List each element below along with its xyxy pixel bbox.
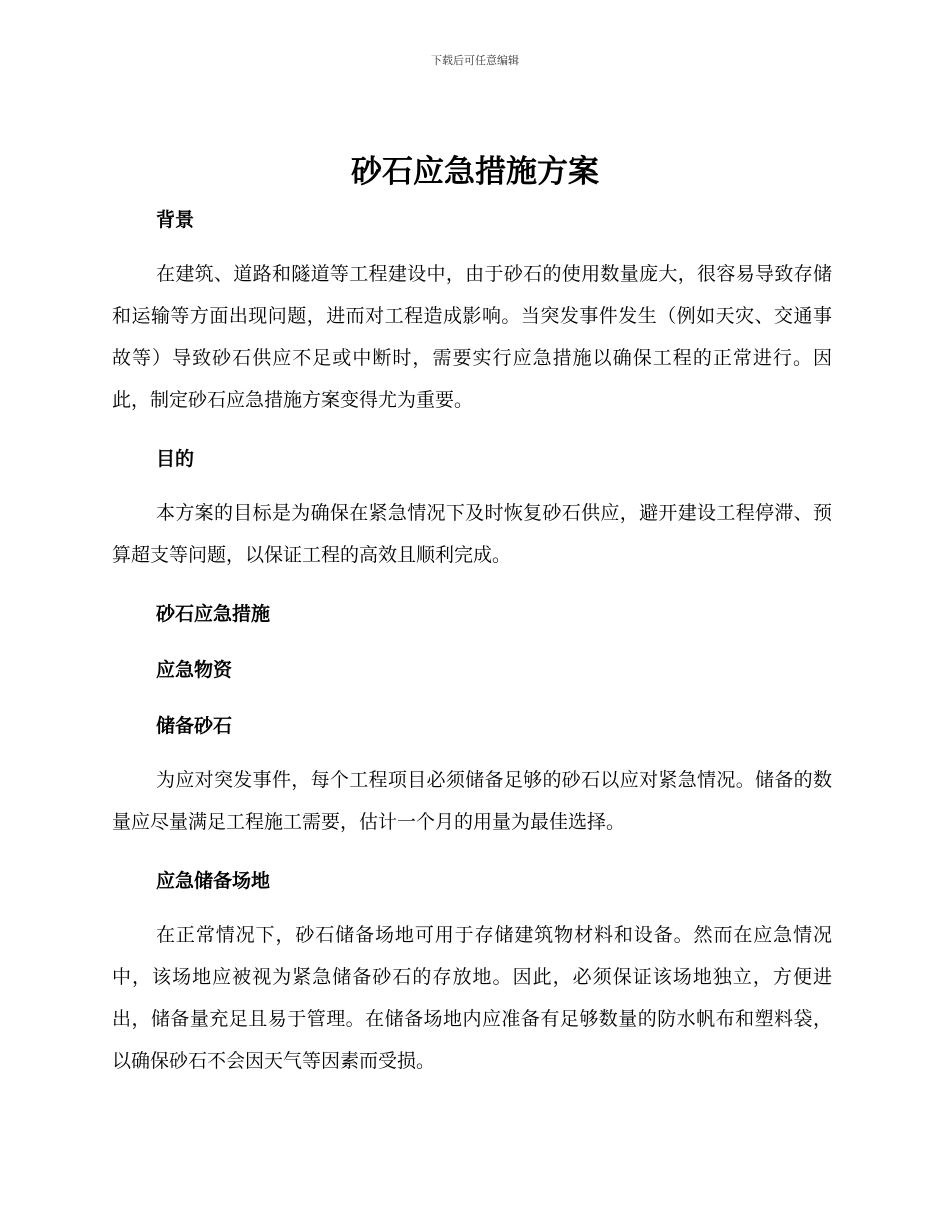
page-header-note: 下载后可任意编辑 xyxy=(431,54,519,67)
heading-emergency-storage-site: 应急储备场地 xyxy=(156,870,271,892)
heading-emergency-measures: 砂石应急措施 xyxy=(156,603,271,625)
heading-stockpile-gravel: 储备砂石 xyxy=(156,715,233,737)
paragraph-stockpile-gravel: 为应对突发事件，每个工程项目必须储备足够的砂石以应对紧急情况。储备的数量应尽量满足工程施工需要，估计一个月的用量为最佳选择。 xyxy=(112,769,832,833)
heading-purpose: 目的 xyxy=(156,448,195,470)
heading-emergency-supplies: 应急物资 xyxy=(156,659,233,681)
document-title: 砂石应急措施方案 xyxy=(351,154,599,190)
paragraph-purpose: 本方案的目标是为确保在紧急情况下及时恢复砂石供应，避开建设工程停滞、预算超支等问题，以保证工程的高效且顺利完成。 xyxy=(112,502,832,566)
paragraph-emergency-storage-site: 在正常情况下，砂石储备场地可用于存储建筑物材料和设备。然而在应急情况中，该场地应被视为紧急储备砂石的存放地。因此，必须保证该场地独立，方便进出，储备量充足且易于管理。在储备场地内应准备有足够数量的防水帆布和塑料袋，以确保砂石不会因天气等因素而受损。 xyxy=(112,924,832,1072)
document-body xyxy=(112,202,832,1082)
heading-background: 背景 xyxy=(156,209,195,231)
paragraph-background: 在建筑、道路和隧道等工程建设中，由于砂石的使用数量庞大，很容易导致存储和运输等方面出现问题，进而对工程造成影响。当突发事件发生（例如天灾、交通事故等）导致砂石供应不足或中断时，需要实行应急措施以确保工程的正常进行。因此，制定砂石应急措施方案变得尤为重要。 xyxy=(112,263,832,411)
